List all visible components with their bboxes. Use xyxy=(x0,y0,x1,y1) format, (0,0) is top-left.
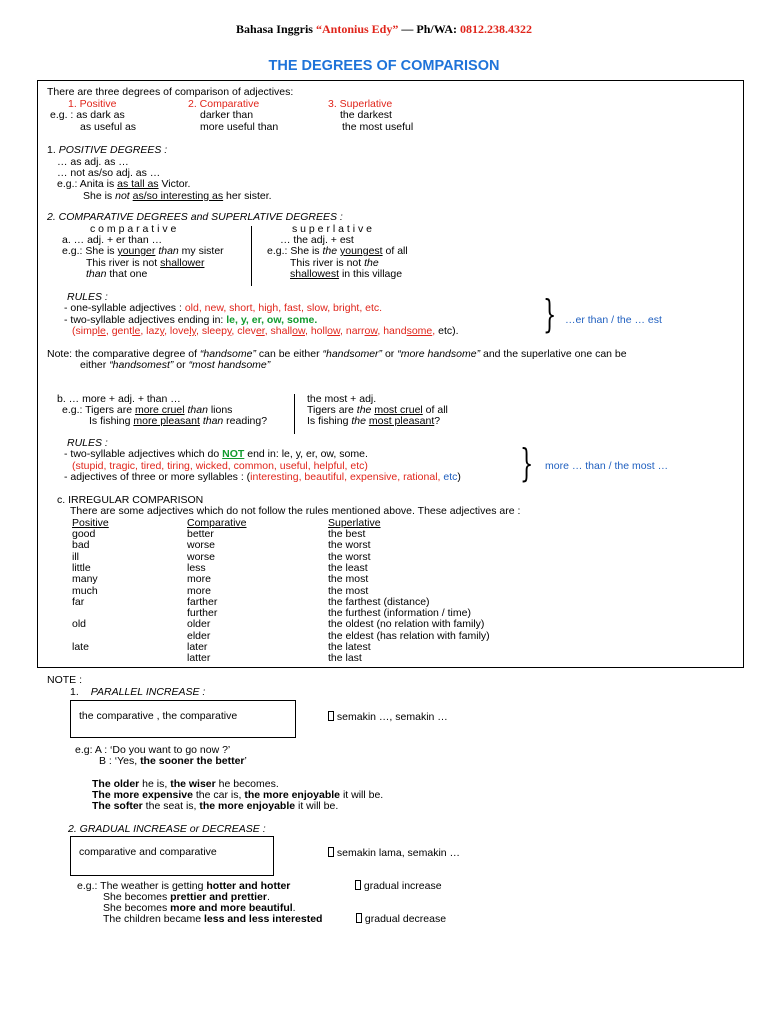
gradual-decrease-label xyxy=(356,913,446,925)
comparative-example-b-2 xyxy=(89,415,267,427)
irregular-superlative-cell: the latest xyxy=(328,641,371,653)
column-divider-b xyxy=(294,394,295,434)
text-underlined: more cruel xyxy=(134,404,185,416)
irregular-comparative-cell: older xyxy=(187,618,211,631)
irregular-positive-cell: far xyxy=(72,595,85,608)
text: ’ xyxy=(244,755,247,767)
gradual-heading: 2. GRADUAL INCREASE or DECREASE : xyxy=(68,823,266,835)
text: lions xyxy=(207,404,233,416)
irregular-superlative-cell: the oldest (no relation with family) xyxy=(328,618,485,631)
text-italic: the xyxy=(322,245,338,257)
text: gradual decrease xyxy=(362,913,447,925)
text: She becomes xyxy=(103,902,171,914)
text-bold: the sooner the better xyxy=(140,755,245,767)
text: he is, xyxy=(139,778,171,790)
rules-1-result xyxy=(565,314,662,326)
irregular-positive-cell: good xyxy=(72,528,96,540)
text-underlined: ow xyxy=(364,325,378,337)
text: , shall xyxy=(264,325,293,337)
note-label: NOTE : xyxy=(47,674,83,686)
intro-example-comparative-1: darker than xyxy=(200,109,254,121)
irregular-positive-cell: ill xyxy=(72,550,79,563)
text-underlined: er xyxy=(255,325,265,337)
text: he becomes. xyxy=(215,778,279,790)
parallel-heading xyxy=(70,686,205,698)
irregular-positive-cell: little xyxy=(72,561,91,574)
text-bold: prettier and prettier xyxy=(170,891,267,903)
text: e.g.: The weather is getting xyxy=(77,880,207,892)
text-italic: than xyxy=(187,404,208,416)
text: Tigers are xyxy=(307,404,357,416)
text: of all xyxy=(422,404,448,416)
irregular-superlative-cell: the eldest (has relation with family) xyxy=(328,629,490,642)
text: . xyxy=(292,902,296,914)
text-underlined: le xyxy=(132,325,141,337)
irregular-superlative-cell: the worst xyxy=(328,550,371,563)
text-underlined: most cruel xyxy=(374,404,423,416)
parallel-meaning xyxy=(328,711,448,723)
text: - two-syllable adjectives ending in: xyxy=(64,314,227,326)
rules-1-examples xyxy=(72,325,459,337)
column-divider xyxy=(251,226,252,286)
text: end in: le, y, er, ow, some. xyxy=(244,448,368,460)
text: in this village xyxy=(339,268,403,280)
text: ) xyxy=(457,471,461,483)
positive-pattern-2: … not as/so adj. as … xyxy=(57,167,161,179)
text-underlined: y xyxy=(159,325,165,337)
text: the seat is, xyxy=(142,800,200,812)
positive-heading xyxy=(47,144,167,156)
irregular-col-positive: Positive xyxy=(72,517,109,529)
text-italic: PARALLEL INCREASE : xyxy=(90,686,206,698)
intro-line: There are three degrees of comparison of adjectives: xyxy=(47,86,294,98)
header-prefix: Bahasa Inggris xyxy=(235,22,316,36)
page-header xyxy=(0,22,768,37)
irregular-comparative-cell: farther xyxy=(187,595,218,608)
text-italic: “handsomer” xyxy=(322,348,383,360)
text-bold: the wiser xyxy=(170,778,216,790)
comparative-column-heading: c o m p a r a t i v e xyxy=(90,223,177,235)
text: The children became xyxy=(103,913,204,925)
text: , holl xyxy=(304,325,328,337)
text-blue: etc xyxy=(440,471,458,483)
rules-2-examples: (stupid, tragic, tired, tiring, wicked, common, useful, helpful, etc) xyxy=(72,460,368,472)
intro-heading-comparative: 2. Comparative xyxy=(188,98,260,110)
positive-pattern-1: … as adj. as … xyxy=(57,156,129,168)
text-italic: than xyxy=(86,268,107,280)
text: , narr xyxy=(340,325,365,337)
text-underlined: as tall as xyxy=(117,178,159,190)
text: of all xyxy=(382,245,408,257)
irregular-positive-cell: many xyxy=(72,573,98,586)
text-bold: the more enjoyable xyxy=(244,789,341,801)
irregular-positive-cell: old xyxy=(72,618,87,631)
gradual-formula: comparative and comparative xyxy=(79,846,217,858)
irregular-superlative-cell: the furthest (information / time) xyxy=(328,607,471,620)
text: reading? xyxy=(223,415,268,427)
superlative-pattern-a: … the adj. + est xyxy=(280,234,354,246)
text: either xyxy=(80,359,110,371)
text-italic: the xyxy=(356,404,372,416)
text: e.g.: She is xyxy=(267,245,323,257)
text: my sister xyxy=(178,245,224,257)
positive-heading-text: POSITIVE DEGREES : xyxy=(58,144,168,156)
irregular-superlative-cell: the best xyxy=(328,528,366,540)
right-brace-icon: } xyxy=(520,441,534,485)
text-blue: est xyxy=(647,314,662,326)
text-italic: than xyxy=(202,415,224,427)
irregular-superlative-cell: the last xyxy=(328,652,362,665)
intro-heading-superlative: 3. Superlative xyxy=(328,98,393,110)
text: gradual increase xyxy=(361,880,442,892)
irregular-superlative-cell: the most xyxy=(328,573,369,586)
irregular-comparative-cell: worse xyxy=(187,539,216,552)
header-phone: 0812.238.4322 xyxy=(460,22,533,36)
intro-example-positive-1: e.g. : as dark as xyxy=(50,109,125,121)
irregular-col-superlative: Superlative xyxy=(328,517,381,529)
text-blue: …er than / the … xyxy=(565,314,648,326)
text: , laz xyxy=(140,325,160,337)
text: or xyxy=(173,359,189,371)
text-bold: more and more beautiful xyxy=(170,902,293,914)
text-italic: “most handsome” xyxy=(188,359,271,371)
text-bold: the more enjoyable xyxy=(199,800,296,812)
parallel-example-a: e.g: A : ‘Do you want to go now ?’ xyxy=(75,744,231,756)
superlative-example-b-2 xyxy=(307,415,440,427)
text: her sister. xyxy=(223,190,272,202)
text: the car is, xyxy=(192,789,245,801)
text-underlined: y xyxy=(226,325,232,337)
irregular-superlative-cell: the worst xyxy=(328,539,371,552)
parallel-formula: the comparative , the comparative xyxy=(79,710,238,722)
parallel-sentence-3 xyxy=(92,800,338,812)
text: This river is not xyxy=(290,257,365,269)
positive-heading-num: 1. xyxy=(47,144,59,156)
right-brace-icon: } xyxy=(543,292,557,336)
parallel-example-b xyxy=(99,755,247,767)
irregular-positive-cell: much xyxy=(72,584,98,597)
irregular-comparative-cell: elder xyxy=(187,629,211,642)
text: , xyxy=(432,325,439,337)
text: semakin …, semakin … xyxy=(334,711,448,723)
text: - two-syllable adjectives which do xyxy=(64,448,223,460)
text: , love xyxy=(164,325,190,337)
text-red: old, new, short, high, fast, slow, bright, etc. xyxy=(184,302,383,314)
text-underlined: as/so interesting as xyxy=(132,190,224,202)
text-bold: The softer xyxy=(92,800,143,812)
text: She is xyxy=(83,190,116,202)
text: e.g.: Tigers are xyxy=(62,404,135,416)
irregular-superlative-cell: the least xyxy=(328,561,368,574)
text-italic: “more handsome” xyxy=(397,348,481,360)
text-underlined: le xyxy=(97,325,106,337)
text-underlined: younger xyxy=(117,245,156,257)
text-italic: “handsomest” xyxy=(109,359,174,371)
text-italic: not xyxy=(115,190,130,202)
text: ? xyxy=(434,415,441,427)
gradual-example-4 xyxy=(103,913,322,925)
text: Note: the comparative degree of xyxy=(47,348,200,360)
text: , hand xyxy=(377,325,407,337)
text: , sleep xyxy=(196,325,227,337)
irregular-col-comparative: Comparative xyxy=(187,517,247,529)
intro-heading-positive: 1. Positive xyxy=(68,98,117,110)
comparative-pattern-b: b. … more + adj. + than … xyxy=(57,393,181,405)
text: , clev xyxy=(231,325,256,337)
text: it will be. xyxy=(340,789,384,801)
irregular-comparative-cell: later xyxy=(187,641,208,653)
text: e.g.: She is xyxy=(62,245,118,257)
superlative-column-heading: s u p e r l a t i v e xyxy=(292,223,372,235)
text-italic: the xyxy=(364,257,379,269)
irregular-superlative-cell: the most xyxy=(328,584,369,597)
text: can be either xyxy=(255,348,323,360)
text-black: ). xyxy=(452,325,459,337)
irregular-heading: c. IRREGULAR COMPARISON xyxy=(57,494,204,506)
text-red: interesting, beautiful, expensive, rational, xyxy=(250,471,441,483)
text-underlined: ly xyxy=(189,325,196,337)
irregular-comparative-cell: more xyxy=(187,584,211,597)
superlative-example-3 xyxy=(290,268,402,280)
text: e.g.: Anita is xyxy=(57,178,118,190)
positive-example-1 xyxy=(57,178,190,190)
text-green-underlined: NOT xyxy=(222,448,245,460)
comparative-example-1 xyxy=(62,245,224,257)
irregular-intro: There are some adjectives which do not follow the rules mentioned above. These adjectives are : xyxy=(70,505,521,517)
text: This river is not xyxy=(86,257,161,269)
text-green: le, y, er, ow, some. xyxy=(226,314,318,326)
rules-2-result: more … than / the most … xyxy=(545,460,669,472)
text: 1. xyxy=(70,686,79,698)
intro-example-superlative-1: the darkest xyxy=(340,109,392,121)
text: - one-syllable adjectives : xyxy=(64,302,185,314)
gradual-increase-label xyxy=(355,880,442,892)
superlative-example-1 xyxy=(267,245,408,257)
text-bold: The more expensive xyxy=(92,789,193,801)
text: that one xyxy=(106,268,148,280)
text: Is fishing xyxy=(307,415,352,427)
irregular-comparative-cell: better xyxy=(187,528,214,540)
superlative-pattern-b: the most + adj. xyxy=(307,393,377,405)
text-underlined: shallower xyxy=(160,257,205,269)
irregular-positive-cell: late xyxy=(72,641,89,653)
text-underlined: ow xyxy=(292,325,305,337)
text: . xyxy=(266,891,270,903)
irregular-comparative-cell: more xyxy=(187,573,211,586)
rules-2-item-2 xyxy=(64,471,461,483)
text: (simp xyxy=(72,325,98,337)
page-title: THE DEGREES OF COMPARISON xyxy=(268,58,500,74)
text: B : ‘Yes, xyxy=(99,755,141,767)
text-underlined: youngest xyxy=(339,245,383,257)
text: Is fishing xyxy=(89,415,134,427)
positive-example-2 xyxy=(83,190,272,202)
text: semakin lama, semakin … xyxy=(334,847,461,859)
text: it will be. xyxy=(295,800,339,812)
text-bold: The older xyxy=(92,778,140,790)
intro-example-comparative-2: more useful than xyxy=(200,121,279,133)
irregular-comparative-cell: less xyxy=(187,561,206,574)
text: and the superlative one can be xyxy=(480,348,627,360)
intro-example-superlative-2: the most useful xyxy=(342,121,414,133)
text: , gent xyxy=(105,325,133,337)
rules-2-item-1 xyxy=(64,448,368,460)
rules-2-heading: RULES : xyxy=(67,437,108,449)
text-italic: the xyxy=(351,415,366,427)
header-name: “Antonius Edy” xyxy=(315,22,399,36)
text: - adjectives of three or more syllables : ( xyxy=(64,471,251,483)
handsome-note-line-2 xyxy=(80,359,270,371)
header-sep: — Ph/WA: xyxy=(398,22,461,36)
rules-1-item-1 xyxy=(64,302,382,314)
text-bold: hotter and hotter xyxy=(206,880,291,892)
irregular-comparative-cell: worse xyxy=(187,550,216,563)
text-underlined: most pleasant xyxy=(368,415,435,427)
text-italic: than xyxy=(158,245,179,257)
irregular-comparative-cell: further xyxy=(187,607,218,620)
irregular-superlative-cell: the farthest (distance) xyxy=(328,595,430,608)
comparative-example-3 xyxy=(86,268,147,280)
text-underlined: shallowest xyxy=(290,268,340,280)
comparative-pattern-a: a. … adj. + er than … xyxy=(62,234,163,246)
text: or xyxy=(382,348,398,360)
irregular-comparative-cell: latter xyxy=(187,652,211,665)
text-italic: “handsome” xyxy=(199,348,256,360)
text-underlined: ow xyxy=(327,325,341,337)
text: She becomes xyxy=(103,891,171,903)
text-bold: less and less interested xyxy=(203,913,323,925)
intro-example-positive-2: as useful as xyxy=(80,121,137,133)
text: Victor. xyxy=(158,178,191,190)
text-underlined: more pleasant xyxy=(133,415,200,427)
text-black: etc xyxy=(438,325,453,337)
irregular-positive-cell: bad xyxy=(72,539,90,552)
rules-1-heading: RULES : xyxy=(67,291,108,303)
gradual-meaning xyxy=(328,847,460,859)
text-underlined: some xyxy=(406,325,433,337)
compsup-heading: 2. COMPARATIVE DEGREES and SUPERLATIVE DEGREES : xyxy=(47,211,343,223)
